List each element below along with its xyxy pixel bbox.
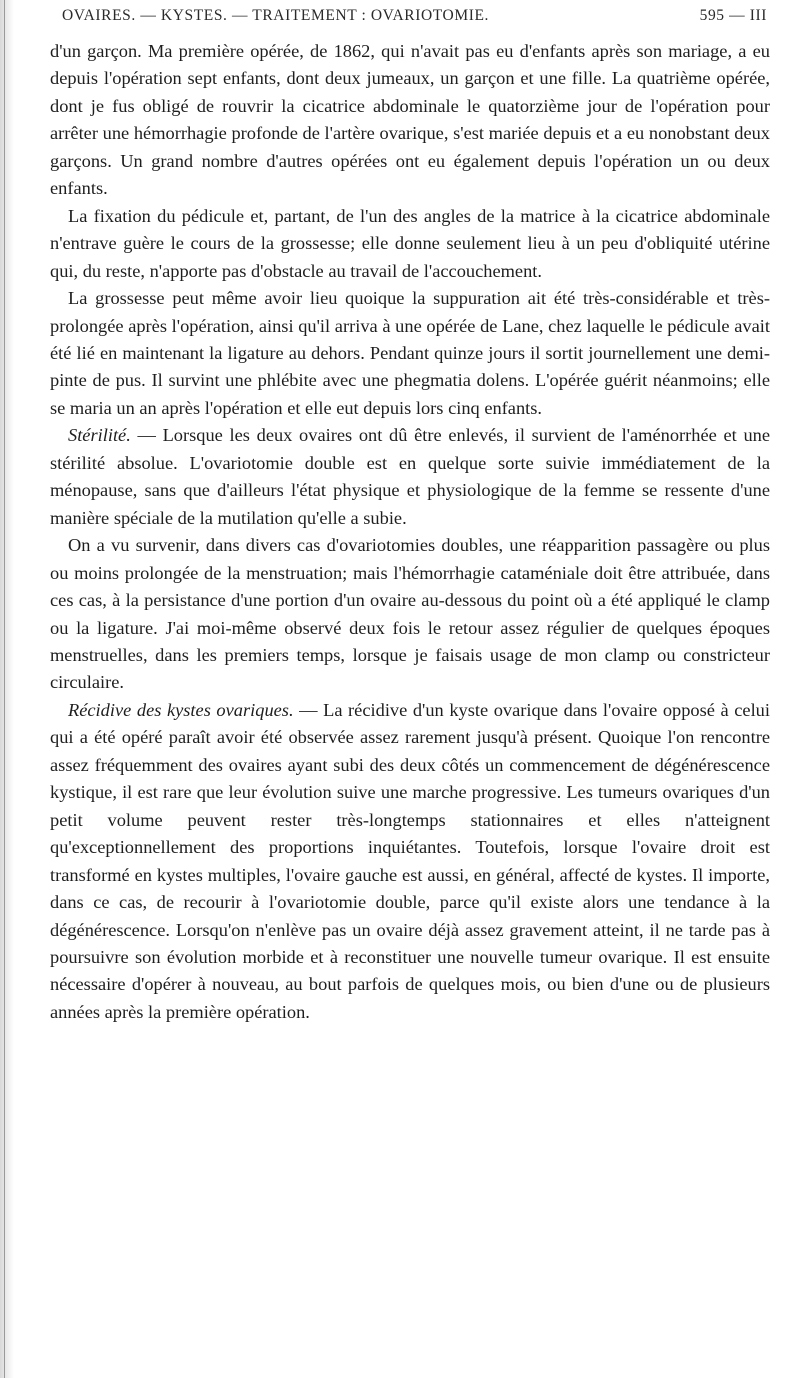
running-head bbox=[62, 7, 767, 35]
paragraph bbox=[50, 203, 770, 285]
paragraph bbox=[50, 38, 770, 203]
binding-gutter bbox=[0, 0, 14, 1378]
section-heading-recidive: Récidive des kystes ovariques. bbox=[68, 699, 294, 720]
paragraph bbox=[50, 285, 770, 422]
page-number: 595 — III bbox=[699, 7, 767, 24]
paragraph-text: La grossesse peut même avoir lieu quoique la suppuration ait été très-considérable et très-prolongée après l'opération, ainsi qu'il arriva à une opérée de Lane, chez laquelle le pédicule avait été lié en maintenant la ligature au dehors. Pendant quinze jours il sortit journellement une demi-pinte de pus. Il survint une phlébite avec une phegmatia dolens. L'opérée guérit néanmoins; elle se maria un an après l'opération et elle eut depuis lors cinq enfants. bbox=[50, 288, 770, 418]
section-heading-sterilite: Stérilité. bbox=[68, 425, 131, 446]
paragraph-text: On a vu survenir, dans divers cas d'ovariotomies doubles, une réapparition passagère ou plus ou moins prolongée de la menstruation; mais l'hémorrhagie cataméniale doit être attribuée, dans ces cas, à la persistance d'une portion d'un ovaire au-dessous du point où a été appliqué le clamp ou la ligature. J'ai moi-même observé deux fois le retour assez régulier de quelques époques menstruelles, dans les premiers temps, lorsque je faisais usage de mon clamp ou constricteur circulaire. bbox=[50, 535, 770, 693]
paragraph bbox=[50, 532, 770, 697]
gutter-line bbox=[4, 0, 5, 1378]
paragraph-text: La fixation du pédicule et, partant, de l'un des angles de la matrice à la cicatrice abdominale n'entrave guère le cours de la grossesse; elle donne seulement lieu à un peu d'obliquité utérine qui, du reste, n'apporte pas d'obstacle au travail de l'accouchement. bbox=[50, 205, 770, 281]
paragraph-text: — Lorsque les deux ovaires ont dû être enlevés, il survient de l'aménorrhée et une stérilité absolue. L'ovariotomie double est en quelque sorte suivie immédiatement de la ménopause, sans que d'ailleurs l'état physique et physiologique de la femme se ressente d'une manière spéciale de la mutilation qu'elle a subie. bbox=[50, 425, 770, 528]
paragraph bbox=[50, 422, 770, 532]
running-head-title: OVAIRES. — KYSTES. — TRAITEMENT : OVARIOTOMIE. bbox=[62, 7, 490, 24]
paragraph-text: — La récidive d'un kyste ovarique dans l'ovaire opposé à celui qui a été opéré paraît avoir été observée assez rarement jusqu'à présent. Quoique l'on rencontre assez fréquemment des ovaires ayant subi des deux côtés un commencement de dégénérescence kystique, il est rare que leur évolution suive une marche progressive. Les tumeurs ovariques d'un petit volume peuvent rester très-longtemps stationnaires et elles n'atteignent qu'exceptionnellement des proportions inquiétantes. Toutefois, lorsque l'ovaire droit est transformé en kystes multiples, l'ovaire gauche est aussi, en général, affecté de kystes. Il importe, dans ce cas, de recourir à l'ovariotomie double, parce qu'il existe alors une tendance à la dégénérescence. Lorsqu'on n'enlève pas un ovaire déjà assez gravement atteint, il ne tarde pas à poursuivre son évolution morbide et à reconstituer une nouvelle tumeur ovarique. Il est ensuite nécessaire d'opérer à nouveau, au bout parfois de quelques mois, ou bien d'une ou de plusieurs années après la première opération. bbox=[50, 699, 770, 1022]
body-text bbox=[50, 38, 770, 1026]
paragraph-text: d'un garçon. Ma première opérée, de 1862, qui n'avait pas eu d'enfants après son mariage, a eu depuis l'opération sept enfants, dont deux jumeaux, un garçon et une fille. La quatrième opérée, dont je fus obligé de rouvrir la cicatrice abdominale le quatorzième jour de l'opération pour arrêter une hémorrhagie profonde de l'artère ovarique, s'est mariée depuis et a eu nonobstant deux garçons. Un grand nombre d'autres opérées ont eu également depuis l'opération un ou deux enfants. bbox=[50, 41, 770, 199]
paragraph bbox=[50, 697, 770, 1026]
